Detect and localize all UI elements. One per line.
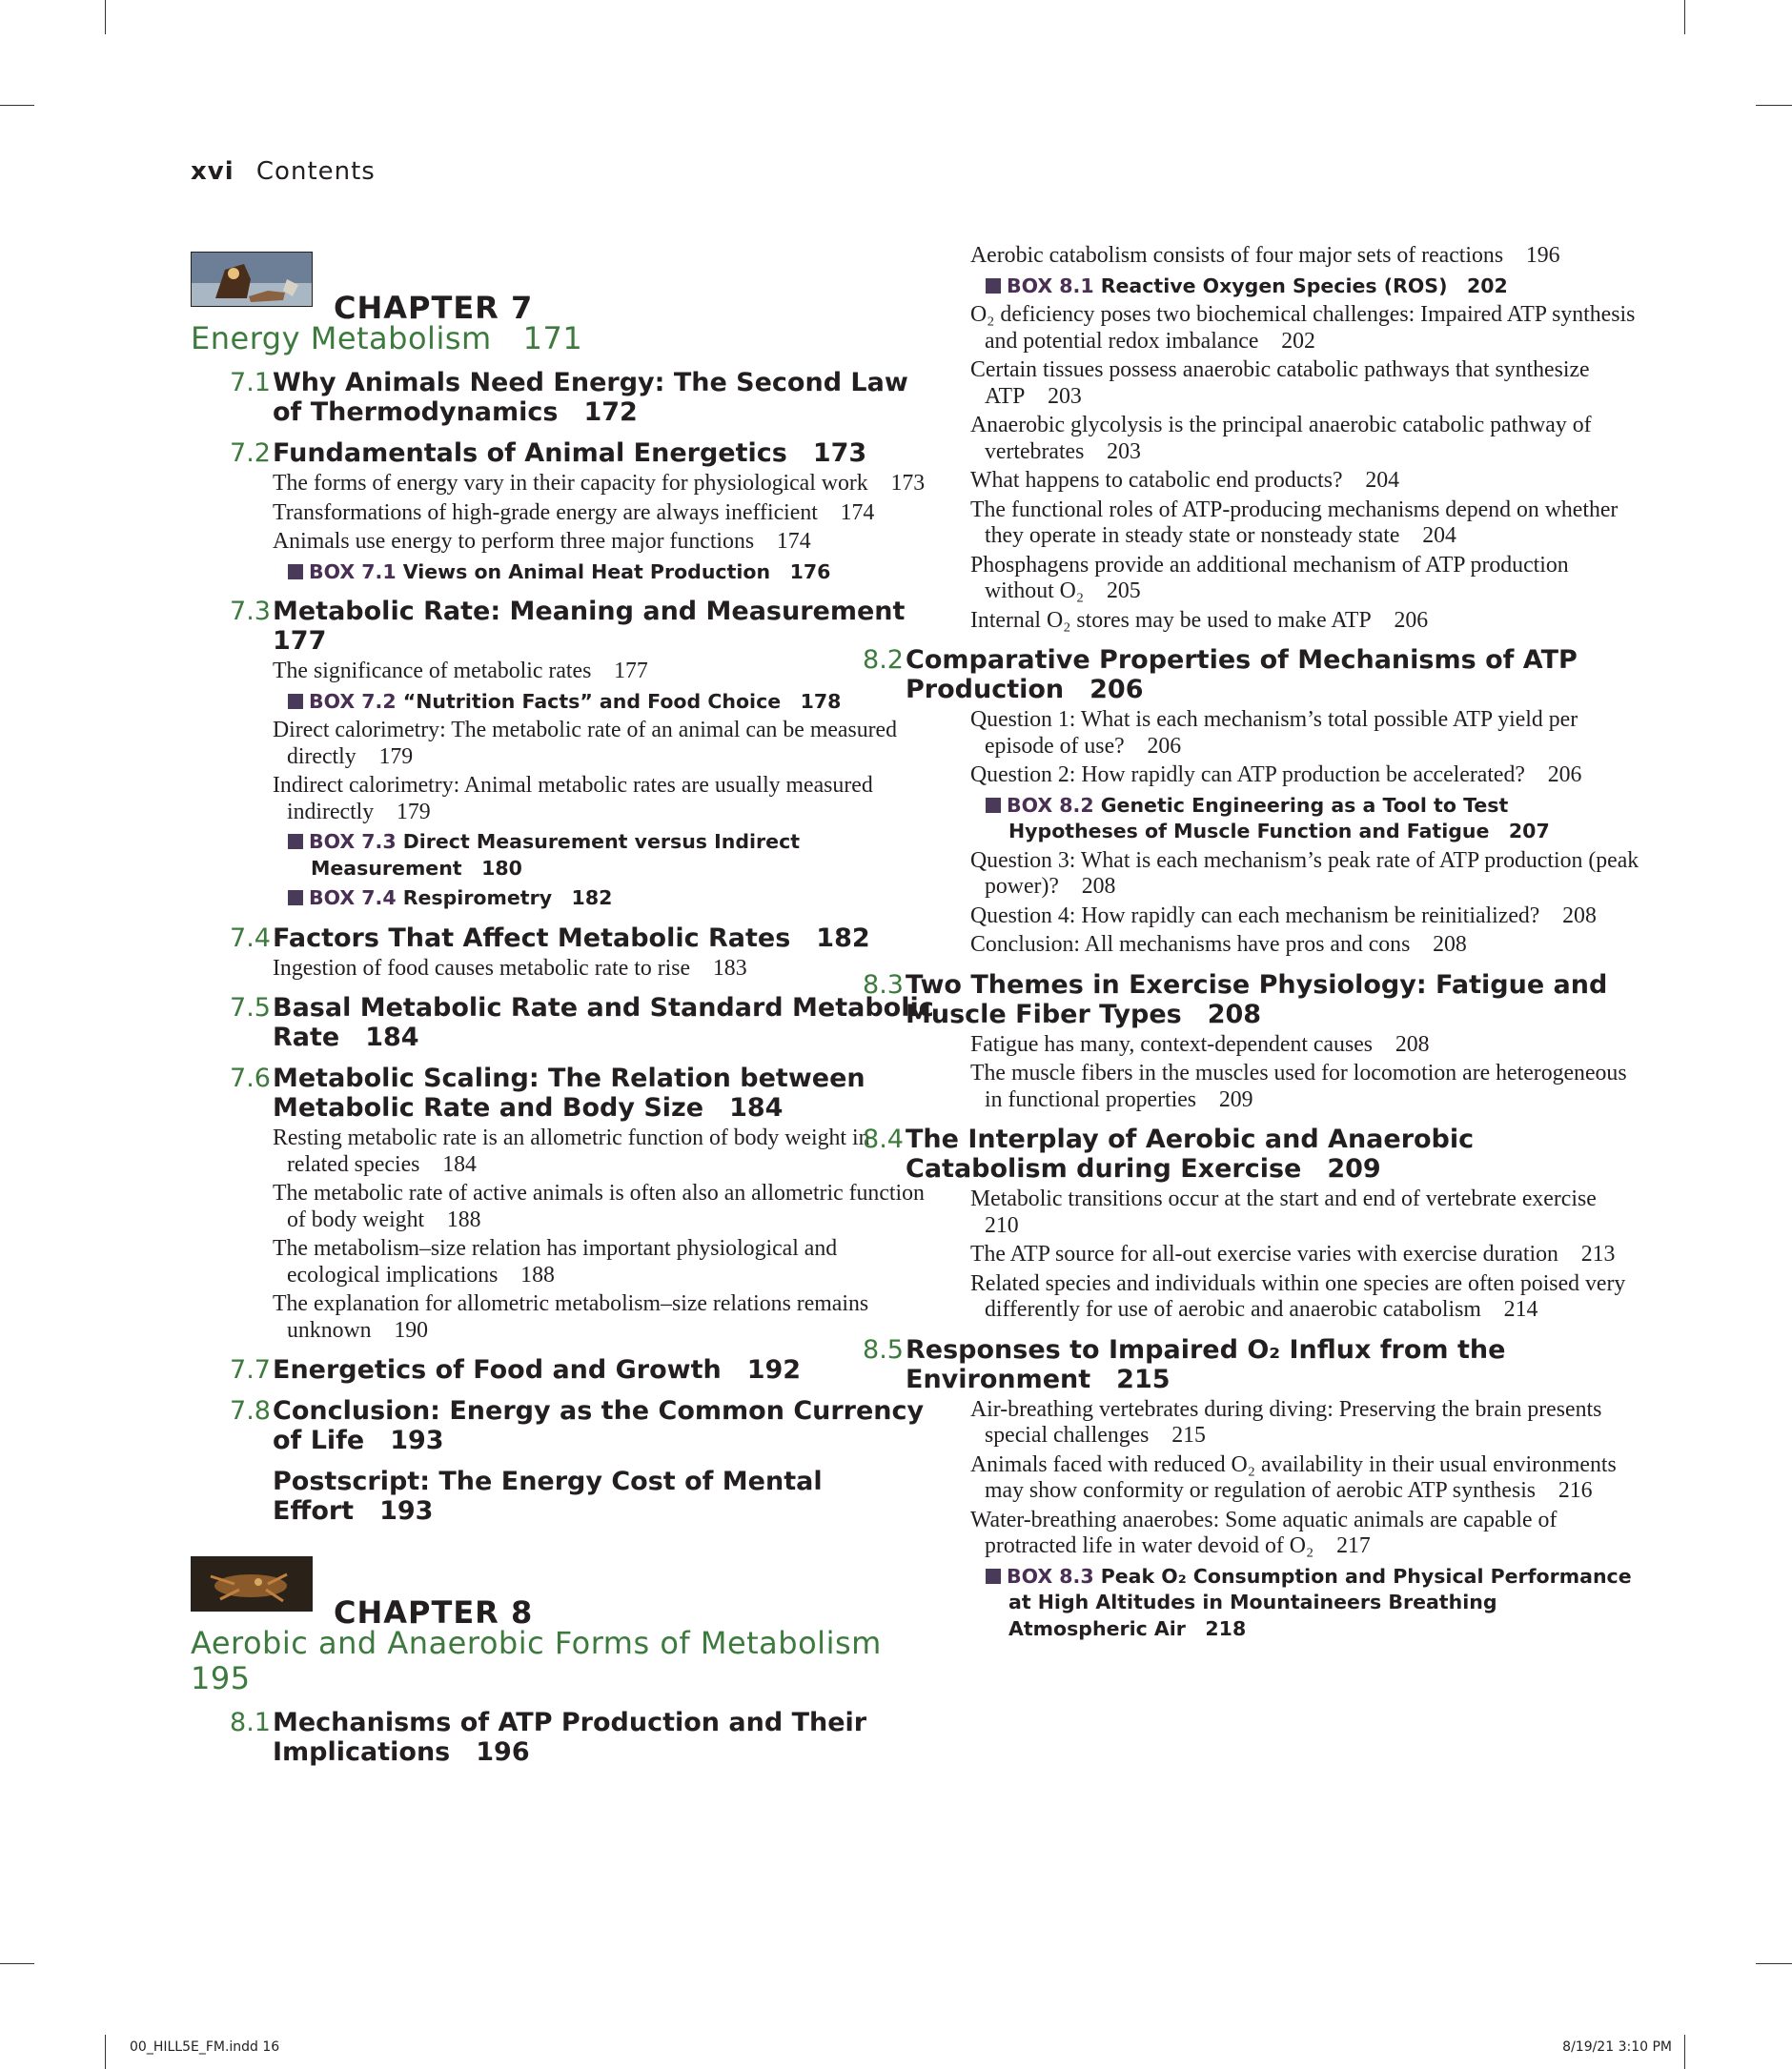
box-label: BOX 7.3 [309, 830, 397, 853]
toc-entry: Question 2: How rapidly can ATP production be accelerated? 206 [970, 762, 1582, 787]
square-bullet-icon [986, 1569, 1001, 1584]
section-title: Energetics of Food and Growth 192 [273, 1355, 802, 1385]
box-entry [986, 1564, 1639, 1643]
left-column [191, 238, 934, 1767]
chapter-8-thumbnail [191, 1556, 313, 1612]
box-title: “Nutrition Facts” and Food Choice 178 [402, 689, 842, 713]
square-bullet-icon [288, 834, 303, 849]
section-heading [191, 923, 934, 953]
page-number: xvi [191, 157, 234, 186]
section-heading [839, 1335, 1639, 1394]
box-entry [288, 885, 934, 912]
box-label: BOX 8.3 [1007, 1564, 1094, 1588]
toc-entry: The ATP source for all-out exercise varies with exercise duration 213 [970, 1242, 1616, 1267]
toc-entry: Direct calorimetry: The metabolic rate of an animal can be measured directly 179 [273, 718, 897, 769]
toc-entry: Question 3: What is each mechanism’s peak rate of ATP production (peak power)? 208 [970, 847, 1639, 899]
toc-entry: Phosphagens provide an additional mechanism of ATP production without O₂ 205 [970, 552, 1569, 603]
section-heading [191, 1708, 934, 1767]
crop-mark [1684, 0, 1685, 34]
section-number: 7.5 [230, 993, 271, 1023]
box-entry [288, 559, 934, 586]
box-title: Respirometry 182 [402, 886, 613, 909]
crop-mark [1756, 1963, 1792, 1964]
box-entry [986, 274, 1639, 300]
box-label: BOX 7.1 [309, 559, 397, 583]
section-heading [191, 438, 934, 468]
toc-entry: Resting metabolic rate is an allometric function of body weight in related species 184 [273, 1126, 870, 1177]
toc-entry: Animals faced with reduced O₂ availability in their usual environments may show conformity or regulation of aerobic ATP synthesis 216 [970, 1451, 1617, 1503]
box-entry [288, 689, 934, 716]
toc-entry: Air-breathing vertebrates during diving: Preserving the brain presents special challenges 215 [970, 1396, 1602, 1448]
section-title: Why Animals Need Energy: The Second Law of Thermodynamics 172 [273, 368, 908, 427]
section-title: Comparative Properties of Mechanisms of ATP Production 206 [906, 645, 1578, 704]
section-title: Fundamentals of Animal Energetics 173 [273, 438, 867, 468]
toc-entry: O₂ deficiency poses two biochemical challenges: Impaired ATP synthesis and potential redox imbalance 202 [970, 302, 1636, 354]
section-number: 7.3 [230, 597, 271, 626]
section-heading [839, 645, 1639, 704]
section-number [191, 1467, 273, 1526]
chapter-8-heading [191, 1554, 934, 1631]
toc-entry: Metabolic transitions occur at the start and end of vertebrate exercise 210 [970, 1187, 1619, 1238]
toc-entry: Transformations of high-grade energy are always inefficient 174 [273, 499, 875, 525]
chapter-title: Energy Metabolism 171 [191, 320, 583, 356]
footer-date: 8/19/21 3:10 PM [1562, 2039, 1672, 2055]
section-number: 7.1 [230, 368, 271, 397]
crop-mark [1756, 105, 1792, 106]
section-title: The Interplay of Aerobic and Anaerobic Catabolism during Exercise 209 [906, 1125, 1475, 1184]
section-number: 8.2 [863, 645, 904, 675]
section-title: Basal Metabolic Rate and Standard Metabolic Rate 184 [273, 993, 934, 1052]
chapter-8-contents-continued [863, 243, 1639, 1642]
right-column [863, 240, 1639, 1642]
crop-mark [0, 1963, 34, 1964]
toc-entry: Anaerobic glycolysis is the principal anaerobic catabolic pathway of vertebrates 203 [970, 413, 1592, 464]
section-number: 7.7 [230, 1355, 271, 1385]
box-label: BOX 8.2 [1007, 793, 1094, 817]
box-title: Direct Measurement versus Indirect Measurement 180 [311, 830, 801, 880]
toc-entry: The muscle fibers in the muscles used for locomotion are heterogeneous in functional properties 209 [970, 1061, 1627, 1112]
section-title: Metabolic Scaling: The Relation between Metabolic Rate and Body Size 184 [273, 1064, 865, 1123]
square-bullet-icon [986, 278, 1001, 294]
box-label: BOX 8.1 [1007, 274, 1094, 297]
toc-entry: The functional roles of ATP-producing mechanisms depend on whether they operate in steady state or nonsteady state 204 [970, 497, 1619, 548]
box-title: Genetic Engineering as a Tool to Test Hypotheses of Muscle Function and Fatigue 207 [1008, 793, 1550, 842]
section-number: 8.3 [863, 969, 904, 1000]
section-number: 7.2 [230, 438, 271, 468]
running-title: Contents [255, 157, 376, 186]
box-entry [986, 793, 1639, 845]
toc-entry: What happens to catabolic end products? 204 [970, 468, 1400, 493]
section-heading [191, 368, 934, 427]
section-number: 7.8 [230, 1396, 271, 1426]
crop-mark [0, 105, 34, 106]
chapter-8-contents [191, 1708, 934, 1767]
toc-entry: Question 4: How rapidly can each mechanism be reinitialized? 208 [970, 903, 1597, 928]
toc-entry: Animals use energy to perform three major functions 174 [273, 529, 811, 554]
toc-entry: Ingestion of food causes metabolic rate to rise 183 [273, 955, 747, 981]
toc-entry: Fatigue has many, context-dependent causes 208 [970, 1031, 1430, 1057]
toc-entry: Question 1: What is each mechanism’s total possible ATP yield per episode of use? 206 [970, 707, 1578, 759]
crop-mark [105, 2035, 106, 2069]
box-title: Peak O₂ Consumption and Physical Performance at High Altitudes in Mountaineers Breathing Atmospheric Air 218 [1008, 1564, 1632, 1640]
section-heading [839, 1125, 1639, 1184]
toc-entry: Conclusion: All mechanisms have pros and cons 208 [970, 932, 1467, 957]
section-heading [191, 1396, 934, 1455]
square-bullet-icon [288, 694, 303, 709]
box-label: BOX 7.2 [309, 689, 397, 713]
section-heading [191, 993, 934, 1052]
toc-entry: The significance of metabolic rates 177 [273, 659, 648, 683]
chapter-label: CHAPTER 7 [334, 290, 534, 326]
box-label: BOX 7.4 [309, 886, 397, 909]
section-title: Metabolic Rate: Meaning and Measurement 177 [273, 597, 931, 656]
chapter-7-contents [191, 368, 934, 1526]
section-number: 8.1 [230, 1708, 271, 1737]
toc-entry: Internal O₂ stores may be used to make ATP 206 [970, 607, 1429, 633]
square-bullet-icon [288, 564, 303, 579]
section-heading [191, 597, 934, 656]
square-bullet-icon [986, 798, 1001, 813]
section-number: 7.6 [230, 1064, 271, 1093]
section-heading [191, 1064, 934, 1123]
toc-entry: The forms of energy vary in their capacity for physiological work 173 [273, 471, 926, 496]
crop-mark [105, 0, 106, 34]
toc-entry: The metabolic rate of active animals is often also an allometric function of body weight 188 [273, 1181, 925, 1232]
box-title: Reactive Oxygen Species (ROS) 202 [1100, 274, 1508, 297]
section-title: Conclusion: Energy as the Common Currency of Life 193 [273, 1396, 925, 1455]
toc-entry: Aerobic catabolism consists of four major sets of reactions 196 [970, 243, 1560, 268]
running-header [191, 157, 376, 186]
toc-entry: Related species and individuals within one species are often poised very differently for use of aerobic and anaerobic catabolism 214 [970, 1270, 1626, 1322]
section-number: 7.4 [230, 923, 271, 953]
section-heading [839, 970, 1639, 1029]
chapter-7-heading [191, 250, 934, 326]
section-number: 8.4 [863, 1125, 904, 1154]
section-number: 8.5 [863, 1334, 904, 1365]
toc-entry: Indirect calorimetry: Animal metabolic rates are usually measured indirectly 179 [273, 773, 873, 824]
section-title: Two Themes in Exercise Physiology: Fatigue and Muscle Fiber Types 208 [906, 969, 1608, 1029]
section-title: Responses to Impaired O₂ Influx from the Environment 215 [906, 1334, 1506, 1394]
footer-file: 00_HILL5E_FM.indd 16 [130, 2039, 280, 2055]
section-title: Factors That Affect Metabolic Rates 182 [273, 923, 870, 953]
toc-entry: The metabolism–size relation has important physiological and ecological implications 188 [273, 1236, 838, 1288]
box-title: Views on Animal Heat Production 176 [402, 559, 831, 583]
chapter-title: Aerobic and Anaerobic Forms of Metabolism 195 [191, 1625, 913, 1696]
section-title: Mechanisms of ATP Production and Their Implications 196 [273, 1708, 867, 1767]
section-title: Postscript: The Energy Cost of Mental Effort 193 [273, 1467, 823, 1526]
section-heading [191, 1355, 934, 1385]
square-bullet-icon [288, 890, 303, 905]
toc-entry: The explanation for allometric metabolism–size relations remains unknown 190 [273, 1291, 869, 1343]
chapter-7-thumbnail [191, 252, 313, 307]
crop-mark [1684, 2035, 1685, 2069]
section-heading [191, 1467, 934, 1526]
toc-entry: Water-breathing anaerobes: Some aquatic animals are capable of protracted life in water devoid of O₂ 217 [970, 1507, 1558, 1558]
chapter-label: CHAPTER 8 [334, 1594, 534, 1631]
box-entry [288, 829, 934, 882]
toc-entry: Certain tissues possess anaerobic catabolic pathways that synthesize ATP 203 [970, 357, 1590, 409]
